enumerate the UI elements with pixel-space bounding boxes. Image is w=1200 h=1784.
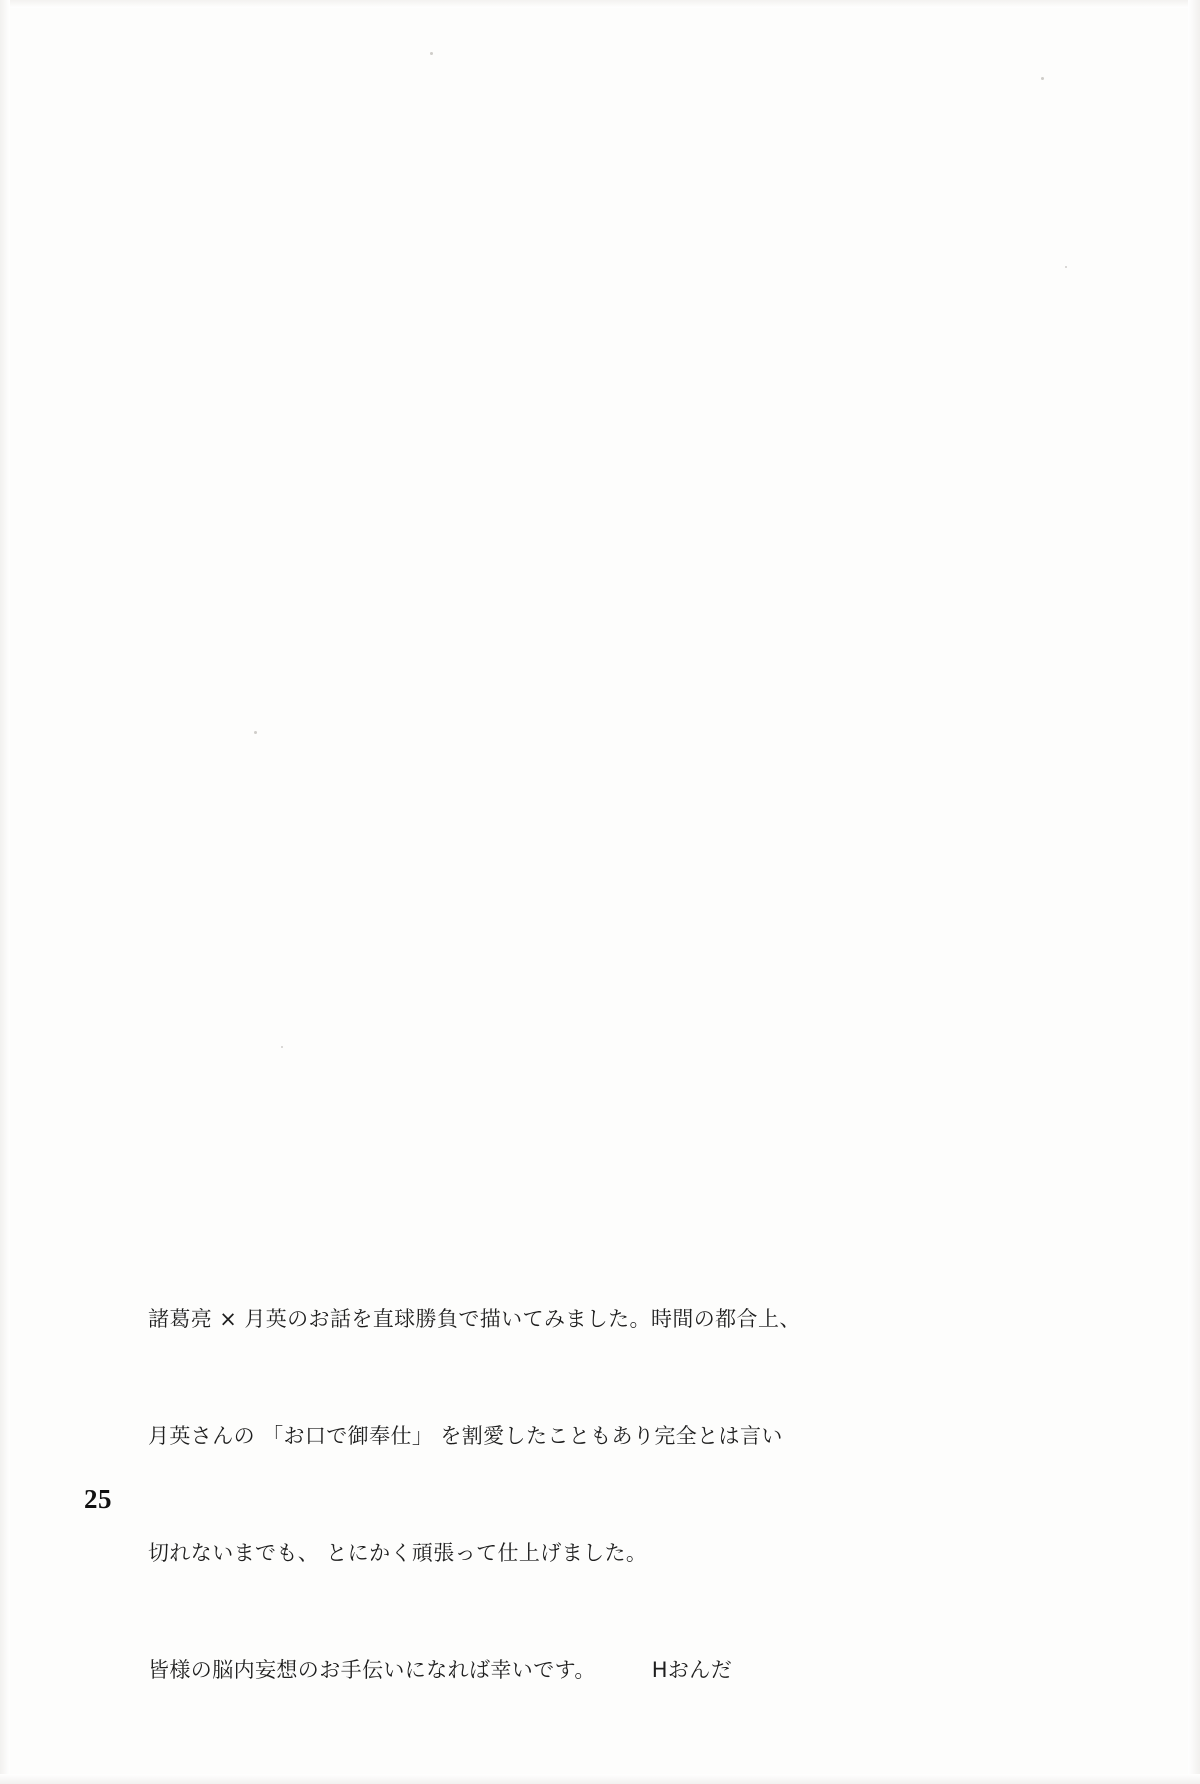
author-signature: Hおんだ <box>651 1658 733 1682</box>
page-number: 25 <box>84 1484 112 1514</box>
scan-speck <box>430 52 433 55</box>
scan-speck <box>254 731 257 734</box>
afterword-line-2: 月英さんの 「お口で御奉仕」 を割愛したこともあり完全とは言い <box>148 1424 783 1448</box>
afterword-line-1: 諸葛亮 × 月英のお話を直球勝負で描いてみました。時間の都合上、 <box>148 1307 801 1331</box>
afterword-line-4 <box>148 1651 1048 1690</box>
scan-speck <box>281 1046 283 1048</box>
afterword-line-4-text: 皆様の脳内妄想のお手伝いになれば幸いです。 <box>148 1658 596 1682</box>
scan-speck <box>1065 266 1067 268</box>
afterword-line-3: 切れないまでも、 とにかく頑張って仕上げました。 <box>148 1541 648 1565</box>
paper-edge-left <box>0 0 10 1784</box>
paper-edge-right <box>1188 0 1200 1784</box>
scan-speck <box>1041 77 1044 80</box>
afterword-text-block <box>148 1222 1048 1768</box>
paper-edge-top <box>0 0 1200 8</box>
paper-edge-bottom <box>0 1774 1200 1784</box>
